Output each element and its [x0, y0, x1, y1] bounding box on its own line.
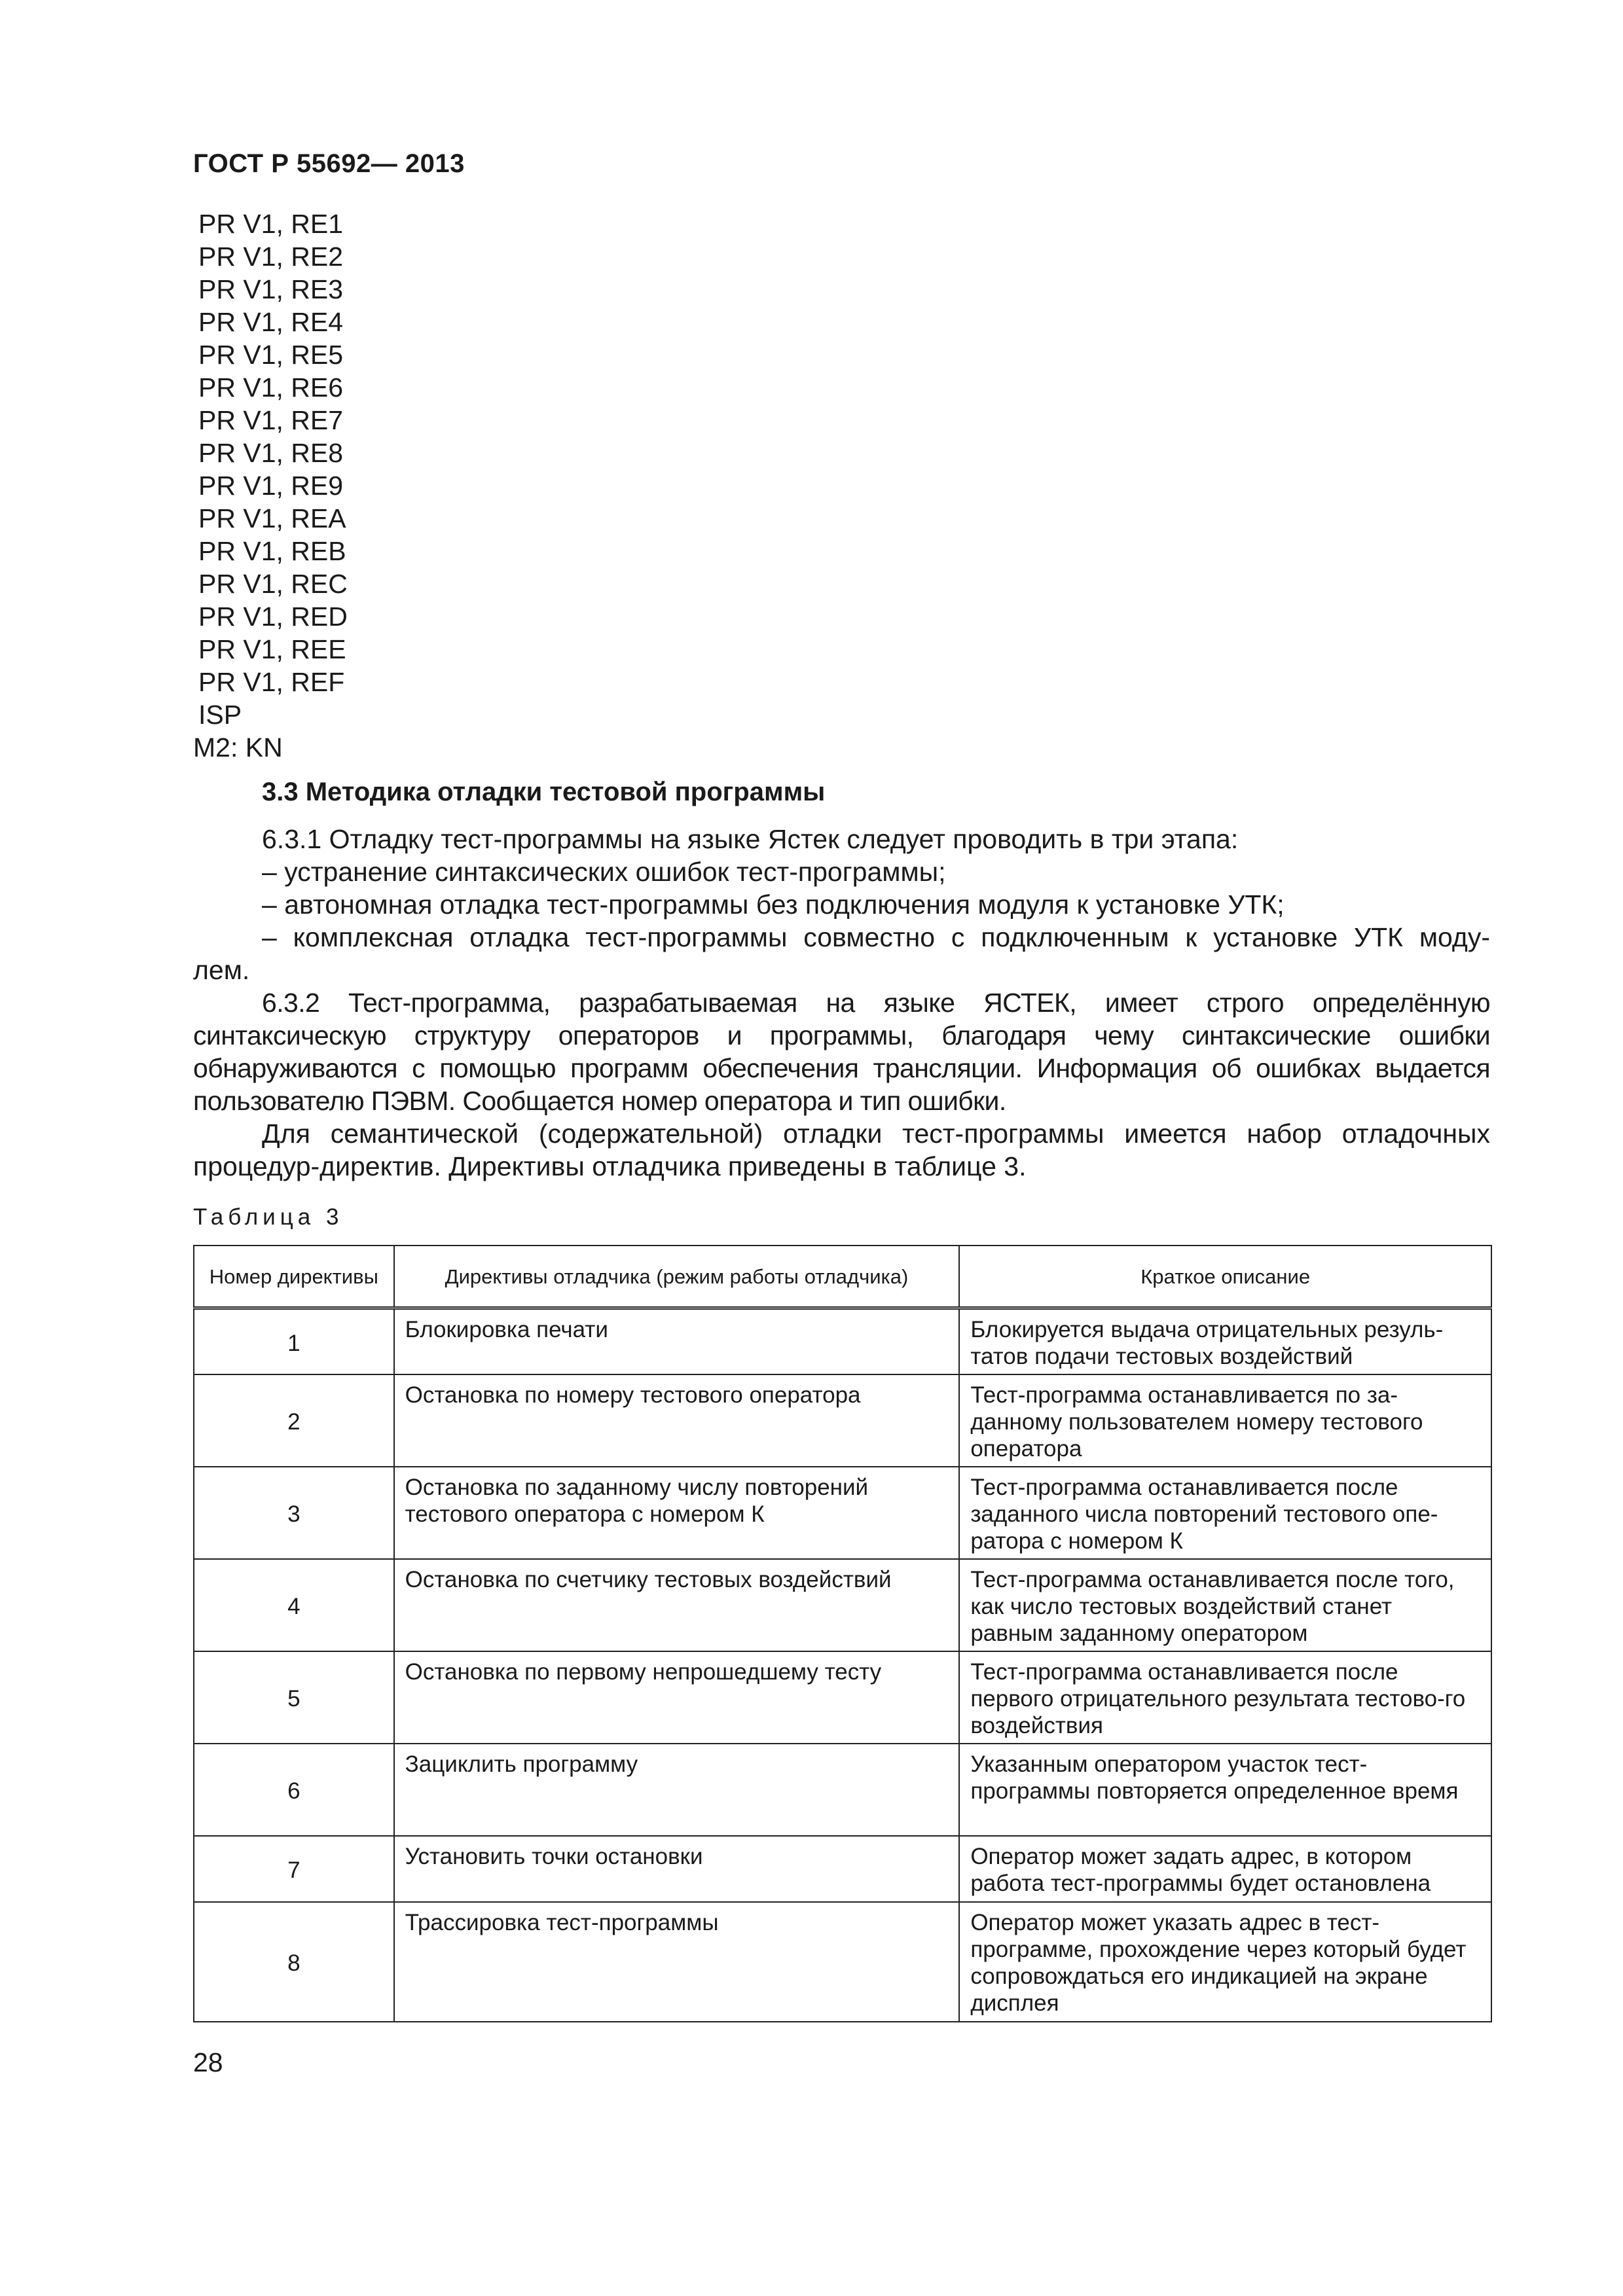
table-row [194, 1374, 1491, 1467]
cell-description: Оператор может задать адрес, в котором работа тест-программы будет остановлена [959, 1836, 1491, 1902]
code-list-item: PR V1, REC [198, 569, 348, 599]
code-list-item: PR V1, RE7 [198, 405, 344, 435]
document-header: ГОСТ Р 55692— 2013 [193, 149, 465, 178]
cell-directive: Блокировка печати [394, 1308, 960, 1375]
cell-description: Указанным оператором участок тест-программы повторяется определенное время [959, 1744, 1491, 1836]
code-list-item: PR V1, RE9 [198, 471, 344, 501]
code-list-item: PR V1, RED [198, 601, 348, 632]
paragraph-semantic-debug: Для семантической (содержательной) отладки тест-программы имеется набор отладочных процедур-директив. Директивы отладчика приведены в таблице 3. [193, 1119, 1490, 1181]
cell-directive: Установить точки остановки [394, 1836, 960, 1902]
cell-number: 8 [194, 1902, 394, 2022]
table-row [194, 1651, 1491, 1744]
code-list-item: PR V1, RE5 [198, 340, 344, 370]
cell-description: Тест-программа останавливается после заданного числа повторений тестового опе-ратора с номером К [959, 1467, 1491, 1559]
header-description: Краткое описание [959, 1246, 1491, 1308]
table-header-row [194, 1246, 1491, 1308]
paragraph-6-3-1: 6.3.1 Отладку тест-программы на языке Ястек следует проводить в три этапа: [262, 824, 1239, 854]
table-row [194, 1744, 1491, 1836]
cell-directive: Трассировка тест-программы [394, 1902, 960, 2022]
code-list-item: PR V1, RE6 [198, 372, 344, 403]
code-list-tail: M2: KN [193, 732, 283, 762]
cell-number: 5 [194, 1651, 394, 1744]
cell-directive: Остановка по счетчику тестовых воздействий [394, 1559, 960, 1651]
code-list-item: PR V1, REE [198, 634, 346, 664]
cell-directive: Зациклить программу [394, 1744, 960, 1836]
section-heading: 3.3 Методика отладки тестовой программы [262, 778, 826, 806]
code-list-item: ISP [198, 700, 242, 730]
list-item-complex-continuation: лем. [193, 955, 250, 985]
cell-description: Оператор может указать адрес в тест-программе, прохождение через который будет сопровождаться его индикацией на экране дисплея [959, 1902, 1491, 2022]
table-row [194, 1467, 1491, 1559]
directives-table [193, 1245, 1492, 2022]
cell-number: 1 [194, 1308, 394, 1375]
code-list-item: PR V1, REB [198, 536, 346, 566]
cell-directive: Остановка по заданному числу повторений тестового оператора с номером К [394, 1467, 960, 1559]
paragraph-6-3-2: 6.3.2 Тест-программа, разрабатываемая на языке ЯСТЕК, имеет строго определённую синтаксическую структуру операторов и программы, благодаря чему синтаксические ошибки обнаруживаются с помощью программ обеспечения трансляции. Информация об ошибках выдается пользователю ПЭВМ. Сообщается номер оператора и тип ошибки. [193, 988, 1490, 1116]
header-directive-number: Номер директивы [194, 1246, 394, 1308]
code-list-item: PR V1, RE2 [198, 242, 344, 272]
code-list-item: PR V1, REF [198, 667, 345, 697]
cell-number: 6 [194, 1744, 394, 1836]
code-list-item: PR V1, REA [198, 503, 346, 533]
cell-description: Тест-программа останавливается по за-данному пользователем номеру тестового оператора [959, 1374, 1491, 1467]
code-list [198, 207, 348, 731]
list-item-syntax: – устранение синтаксических ошибок тест-программы; [262, 857, 946, 887]
code-list-item: PR V1, RE8 [198, 438, 344, 468]
cell-description: Тест-программа останавливается после того, как число тестовых воздействий станет равным заданному оператором [959, 1559, 1491, 1651]
cell-description: Блокируется выдача отрицательных резуль-татов подачи тестовых воздействий [959, 1308, 1491, 1375]
code-list-item: PR V1, RE3 [198, 274, 344, 304]
page-number: 28 [193, 2047, 223, 2077]
table-row [194, 1902, 1491, 2022]
header-directive: Директивы отладчика (режим работы отладчика) [394, 1246, 960, 1308]
table-caption: Таблица 3 [193, 1204, 344, 1230]
list-item-autonomous: – автономная отладка тест-программы без подключения модуля к установке УТК; [262, 889, 1285, 920]
table-row [194, 1559, 1491, 1651]
table-row [194, 1836, 1491, 1902]
cell-directive: Остановка по первому непрошедшему тесту [394, 1651, 960, 1744]
cell-number: 4 [194, 1559, 394, 1651]
list-item-complex: – комплексная отладка тест-программы совместно с подключенным к установке УТК моду- [262, 922, 1490, 952]
code-list-item: PR V1, RE4 [198, 307, 344, 337]
code-list-item: PR V1, RE1 [198, 209, 344, 239]
cell-directive: Остановка по номеру тестового оператора [394, 1374, 960, 1467]
cell-description: Тест-программа останавливается после первого отрицательного результата тестово-го воздействия [959, 1651, 1491, 1744]
cell-number: 2 [194, 1374, 394, 1467]
cell-number: 7 [194, 1836, 394, 1902]
table-row [194, 1308, 1491, 1375]
cell-number: 3 [194, 1467, 394, 1559]
